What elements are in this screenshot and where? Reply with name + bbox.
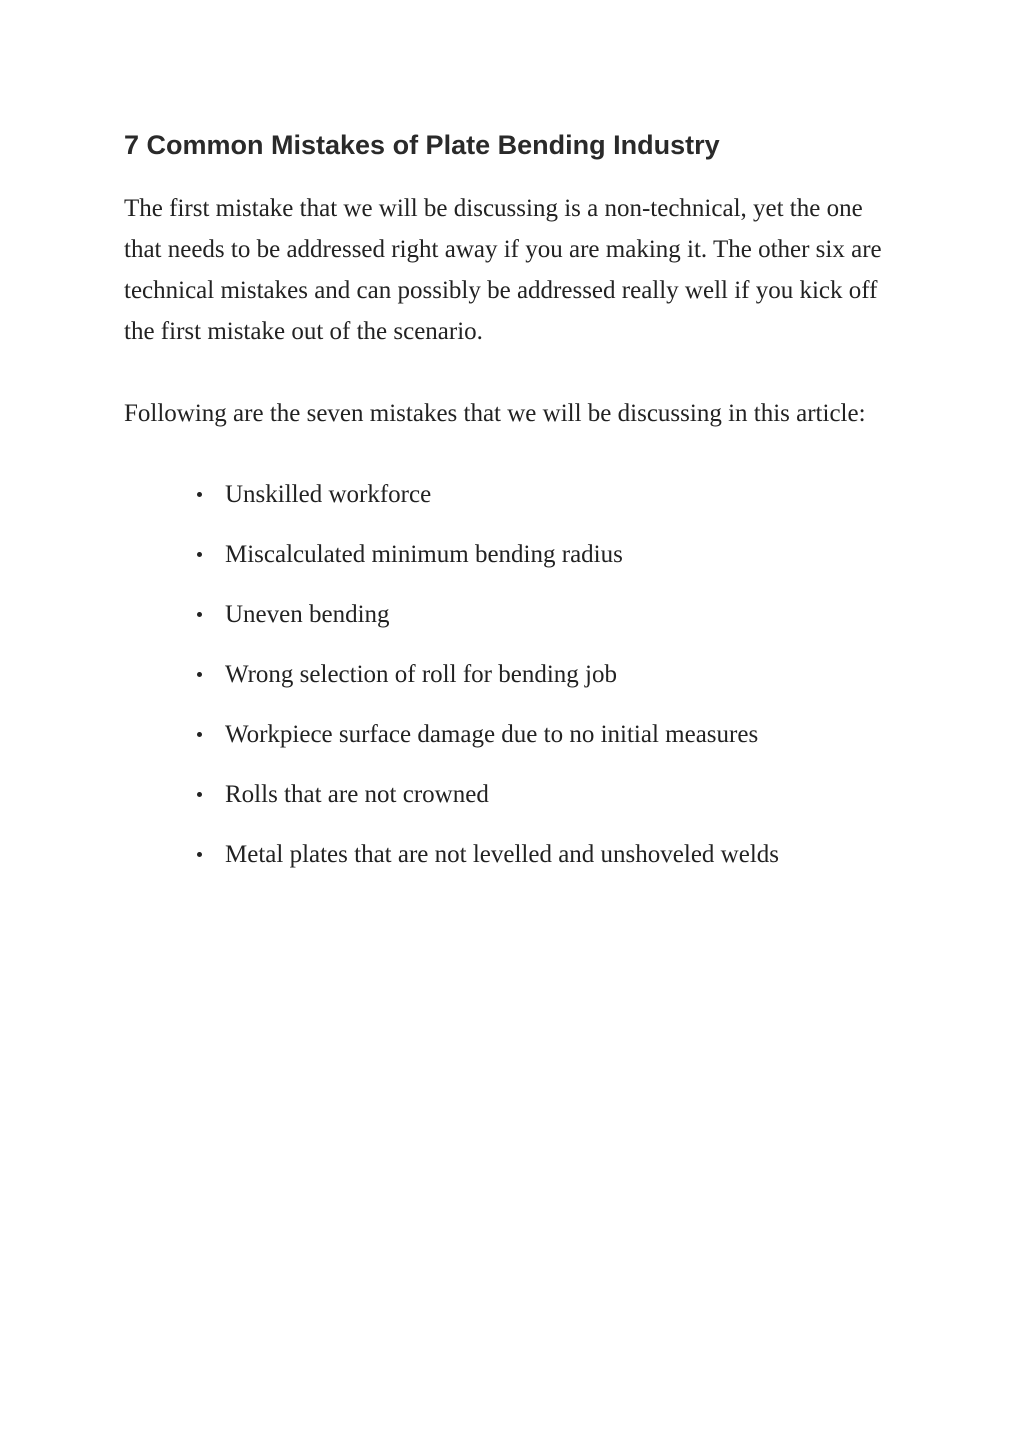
bullet-icon — [197, 732, 202, 737]
bullet-icon — [197, 792, 202, 797]
list-item-text: Miscalculated minimum bending radius — [225, 541, 623, 568]
list-item-text: Rolls that are not crowned — [225, 781, 489, 808]
list-item-text: Uneven bending — [225, 601, 390, 628]
intro-paragraph: The first mistake that we will be discussing is a non-technical, yet the one that needs to be addressed right away if you are making it. The other six are technical mistakes and can possibly be addressed really well if you kick off the first mistake out of the scenario. — [124, 195, 882, 345]
list-item — [124, 474, 894, 515]
bullet-icon — [197, 612, 202, 617]
list-item-text: Wrong selection of roll for bending job — [225, 661, 617, 688]
list-intro-paragraph: Following are the seven mistakes that we will be discussing in this article: — [124, 400, 866, 427]
list-item — [124, 594, 894, 635]
mistakes-list — [124, 474, 894, 875]
list-item — [124, 714, 894, 755]
list-item-text: Metal plates that are not levelled and unshoveled welds — [225, 841, 779, 868]
bullet-icon — [197, 492, 202, 497]
list-item — [124, 834, 894, 875]
bullet-icon — [197, 552, 202, 557]
bullet-icon — [197, 852, 202, 857]
list-item — [124, 774, 894, 815]
bullet-icon — [197, 672, 202, 677]
list-item-text: Workpiece surface damage due to no initial measures — [225, 721, 759, 748]
document-content — [124, 128, 894, 894]
list-item — [124, 654, 894, 695]
list-item-text: Unskilled workforce — [225, 481, 432, 508]
list-item — [124, 534, 894, 575]
document-title: 7 Common Mistakes of Plate Bending Industry — [124, 130, 720, 160]
